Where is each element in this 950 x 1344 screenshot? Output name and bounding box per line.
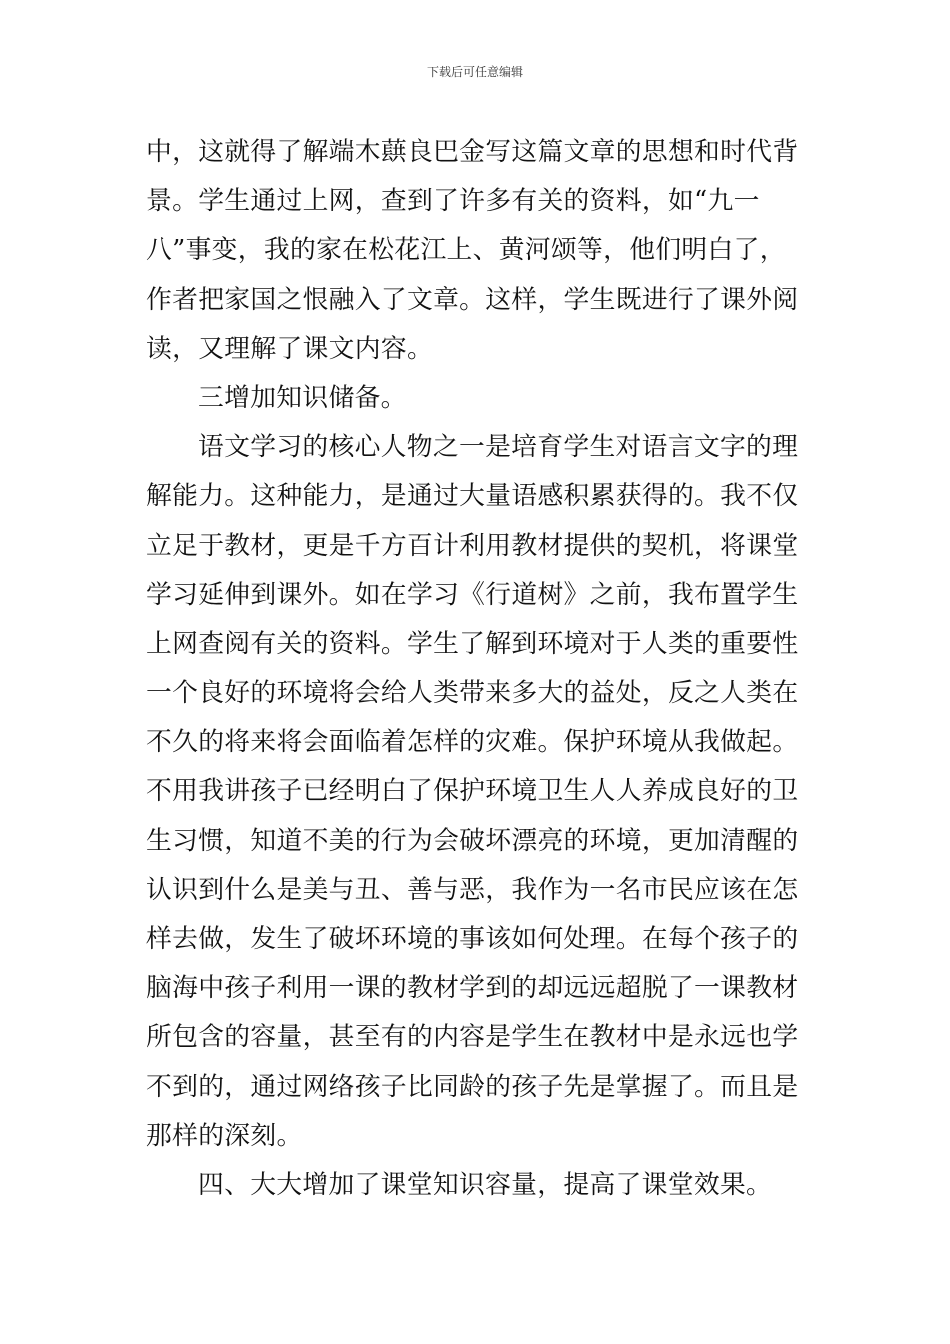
text-line: 作者把家国之恨融入了文章。这样，学生既进行了课外阅 [146, 284, 799, 315]
text-line: 语文学习的核心人物之一是培育学生对语言文字的理 [198, 432, 799, 463]
text-line: 八”事变，我的家在松花江上、黄河颂等，他们明白了， [146, 235, 786, 266]
text-line: 上网查阅有关的资料。学生了解到环境对于人类的重要性 [146, 628, 799, 659]
text-line: 三增加知识储备。 [198, 382, 407, 413]
text-line: 不到的，通过网络孩子比同龄的孩子先是掌握了。而且是 [146, 1071, 799, 1102]
text-line: 景。学生通过上网，查到了许多有关的资料，如“九一 [146, 186, 760, 217]
text-line: 脑海中孩子利用一课的教材学到的却远远超脱了一课教材 [146, 973, 799, 1004]
text-line: 学习延伸到课外。如在学习《行道树》之前，我布置学生 [146, 579, 799, 610]
text-line: 一个良好的环境将会给人类带来多大的益处，反之人类在 [146, 678, 799, 709]
body-text [146, 128, 806, 1210]
text-line: 样去做，发生了破坏环境的事该如何处理。在每个孩子的 [146, 924, 799, 954]
text-line: 四、大大增加了课堂知识容量，提高了课堂效果。 [198, 1169, 773, 1200]
page-header: 下载后可任意编辑 [426, 65, 523, 79]
text-line: 中，这就得了解端木蕻良巴金写这篇文章的思想和时代背 [146, 137, 799, 167]
text-line: 解能力。这种能力，是通过大量语感积累获得的。我不仅 [146, 481, 799, 512]
text-line: 不用我讲孩子已经明白了保护环境卫生人人养成良好的卫 [146, 776, 799, 807]
text-line: 所包含的容量，甚至有的内容是学生在教材中是永远也学 [146, 1022, 799, 1053]
text-line: 认识到什么是美与丑、善与恶，我作为一名市民应该在怎 [146, 874, 799, 905]
text-line: 生习惯，知道不美的行为会破坏漂亮的环境，更加清醒的 [146, 825, 799, 856]
text-line: 那样的深刻。 [146, 1120, 303, 1151]
text-line: 立足于教材，更是千方百计利用教材提供的契机，将课堂 [146, 530, 799, 561]
text-line: 读，又理解了课文内容。 [146, 333, 434, 364]
text-line: 不久的将来将会面临着怎样的灾难。保护环境从我做起。 [146, 727, 799, 758]
